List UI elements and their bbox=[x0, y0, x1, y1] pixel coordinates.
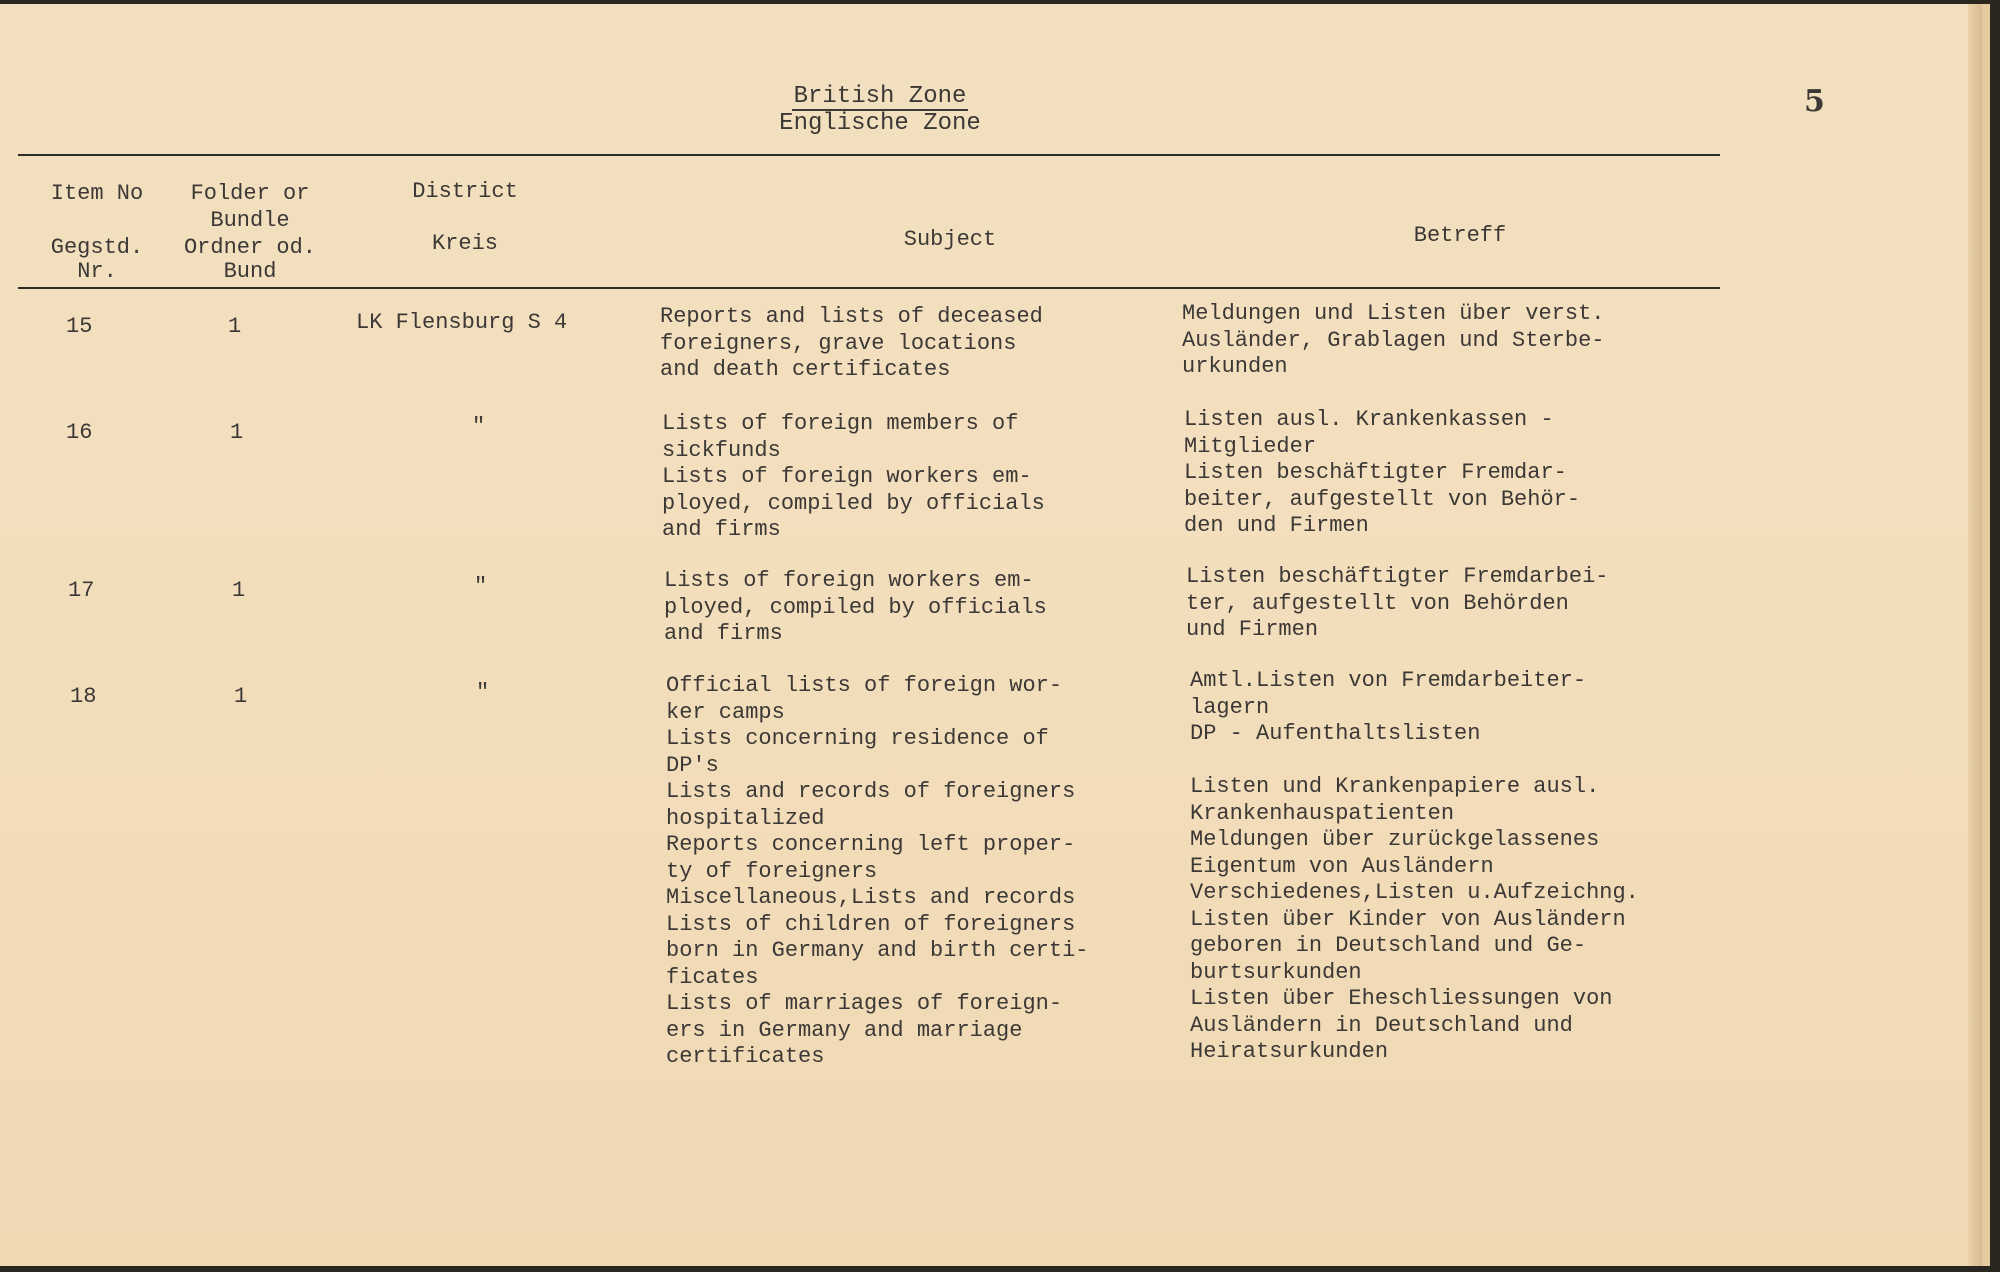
row-17-district: " bbox=[474, 574, 488, 599]
row-15-subject: Reports and lists of deceased foreigners, grave locations and death certificates bbox=[660, 304, 1043, 382]
row-16-folder: 1 bbox=[230, 420, 244, 445]
row-15-betreff: Meldungen und Listen über verst. Ausländer, Grablagen und Sterbe- urkunden bbox=[1182, 301, 1605, 379]
row-15-item: 15 bbox=[66, 314, 93, 339]
row-18-district: " bbox=[476, 680, 490, 705]
page-edge bbox=[1968, 4, 1982, 1266]
row-16-betreff: Listen ausl. Krankenkassen - Mitglieder Listen beschäftigter Fremdar- beiter, aufgestellt von Behör- den und Firmen bbox=[1184, 407, 1581, 538]
col-header-folder-de: Ordner od. bbox=[183, 235, 317, 260]
col-header-district bbox=[380, 178, 550, 257]
header-rule bbox=[18, 287, 1720, 289]
row-17-betreff: Listen beschäftigter Fremdarbei- ter, aufgestellt von Behörden und Firmen bbox=[1186, 564, 1609, 642]
col-header-item-de: Gegstd. bbox=[50, 235, 144, 260]
col-header-item bbox=[32, 180, 162, 283]
col-header-subject: Subject bbox=[903, 227, 997, 252]
row-17-folder: 1 bbox=[232, 578, 246, 603]
row-18-folder: 1 bbox=[234, 684, 248, 709]
row-15-district: LK Flensburg S 4 bbox=[356, 310, 568, 335]
zone-title-english: British Zone bbox=[793, 83, 967, 110]
row-16-item: 16 bbox=[66, 420, 93, 445]
col-header-betreff: Betreff bbox=[1413, 223, 1507, 248]
row-17-subject: Lists of foreign workers em- ployed, compiled by officials and firms bbox=[664, 568, 1047, 646]
col-header-district-de: Kreis bbox=[431, 231, 498, 256]
row-15-folder: 1 bbox=[228, 314, 242, 339]
top-rule bbox=[18, 154, 1720, 156]
col-header-item-en: Item No bbox=[50, 181, 144, 206]
row-18-betreff: Amtl.Listen von Fremdarbeiter- lagern DP - Aufenthaltslisten Listen und Krankenpapiere ausl. Krankenhauspatienten Meldungen über zurückgelassenes Eigentum von Ausländern Verschiedenes,Listen u.Aufzeichng. Listen über Kinder von Ausländern geboren in Deutschland und Ge- burtsurkunden Listen über Eheschliessungen von Ausländern in Deutschland und Heiratsurkunden bbox=[1190, 668, 1639, 1064]
row-16-district: " bbox=[472, 414, 486, 439]
col-header-folder-de-2: Bund bbox=[223, 259, 277, 284]
col-header-folder bbox=[170, 180, 330, 283]
document-page bbox=[0, 4, 1990, 1266]
row-18-item: 18 bbox=[70, 684, 97, 709]
row-16-subject: Lists of foreign members of sickfunds Lists of foreign workers em- ployed, compiled by officials and firms bbox=[662, 411, 1045, 542]
col-header-folder-en-2: Bundle bbox=[210, 208, 290, 233]
row-18-subject: Official lists of foreign wor- ker camps Lists concerning residence of DP's Lists and records of foreigners hospitalized Reports concerning left proper- ty of foreigners Miscellaneous,Lists and records Lists of children of foreigners born in Germany and birth certi- ficates Lists of marriages of foreign- ers in Germany and marriage certificates bbox=[666, 673, 1089, 1069]
zone-title-german: Englische Zone bbox=[779, 110, 981, 137]
page-header bbox=[700, 84, 1060, 136]
col-header-item-de-2: Nr. bbox=[77, 259, 117, 284]
page-number: 5 bbox=[1804, 84, 1825, 119]
col-header-folder-en: Folder or bbox=[190, 181, 310, 206]
col-header-district-en: District bbox=[412, 179, 518, 204]
row-17-item: 17 bbox=[68, 578, 95, 603]
